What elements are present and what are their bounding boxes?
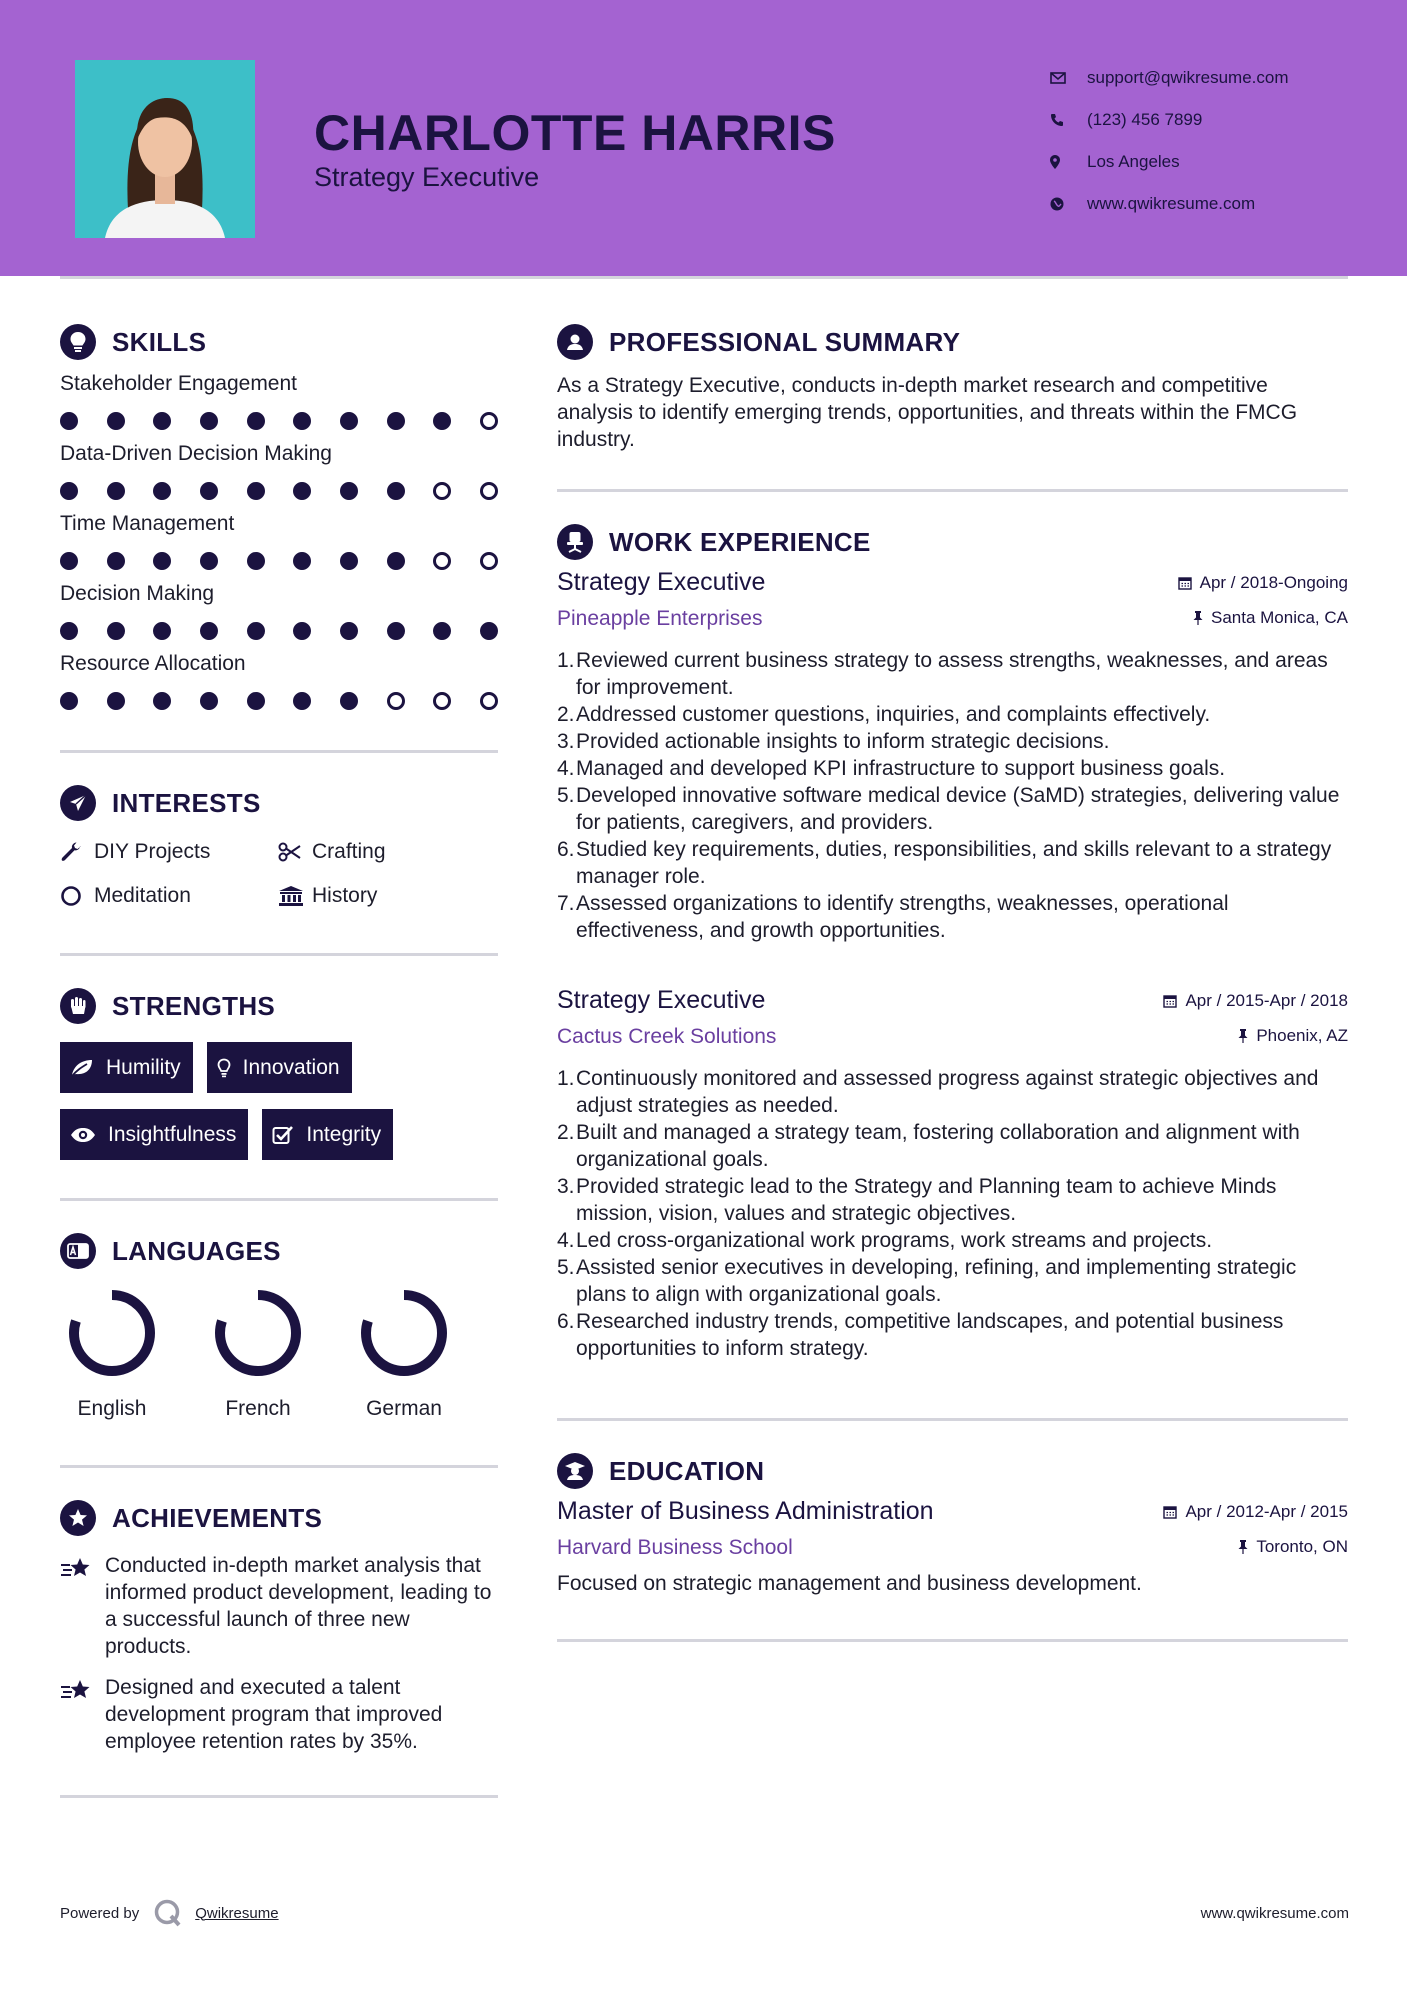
achievement-item	[60, 1552, 498, 1660]
job-bullet	[557, 1173, 1348, 1227]
language-ring	[68, 1289, 156, 1377]
skill-dot-filled	[247, 412, 265, 430]
language-item	[214, 1289, 302, 1421]
skill-dot-filled	[247, 622, 265, 640]
job-bullet	[557, 701, 1348, 728]
skill-dot-filled	[200, 552, 218, 570]
pushpin-icon	[1238, 1540, 1248, 1554]
strength-label: Innovation	[242, 1055, 340, 1079]
contact-email-text: support@qwikresume.com	[1087, 68, 1289, 87]
scissors-icon	[278, 842, 312, 862]
job-title: Strategy Executive	[557, 568, 766, 596]
skill-dot-filled	[340, 482, 358, 500]
job-bullets	[557, 647, 1348, 944]
skill-dot-filled	[340, 622, 358, 640]
skill-level-dots	[60, 550, 498, 572]
job-bullet	[557, 1308, 1348, 1362]
contact-phone[interactable]	[1050, 99, 1289, 141]
contact-website[interactable]	[1050, 183, 1289, 225]
education-description: Focused on strategic management and business development.	[557, 1572, 1142, 1595]
education-title: EDUCATION	[609, 1455, 765, 1486]
skill-dot-filled	[247, 552, 265, 570]
bullet-number: 6.	[557, 1310, 575, 1333]
bullet-number: 3.	[557, 730, 575, 753]
contact-website-text: www.qwikresume.com	[1087, 194, 1256, 213]
section-divider	[557, 1639, 1348, 1642]
check-square-icon	[272, 1125, 294, 1145]
achievements-title: ACHIEVEMENTS	[112, 1502, 323, 1533]
language-icon	[60, 1233, 96, 1269]
bullet-number: 3.	[557, 1175, 575, 1198]
skill-dot-filled	[200, 622, 218, 640]
contact-list	[1050, 57, 1289, 225]
interests-list	[60, 837, 498, 911]
job-date-text: Apr / 2015-Apr / 2018	[1185, 991, 1348, 1010]
lightbulb-icon	[217, 1058, 231, 1078]
achievement-item	[60, 1674, 498, 1755]
skill-dot-filled	[107, 552, 125, 570]
bullet-text: Developed innovative software medical device (SaMD) strategies, delivering value for patients, caregivers, and providers.	[576, 784, 1340, 834]
skill-dot-filled	[60, 622, 78, 640]
footer-url[interactable]: www.qwikresume.com	[1200, 1905, 1349, 1922]
job-head	[557, 986, 1348, 1015]
office-chair-icon	[557, 524, 593, 560]
interest-item	[278, 837, 498, 867]
skill-dot-empty	[433, 552, 451, 570]
skill-dot-filled	[387, 482, 405, 500]
language-name: German	[366, 1397, 442, 1420]
education-date-text: Apr / 2012-Apr / 2015	[1185, 1502, 1348, 1521]
strength-tag	[262, 1109, 393, 1160]
skill-name: Time Management	[60, 512, 235, 535]
skill-level-dots	[60, 620, 498, 642]
skills-list	[60, 372, 498, 712]
graduate-icon	[557, 1453, 593, 1489]
achievements-heading	[60, 1498, 498, 1538]
skill-dot-filled	[200, 692, 218, 710]
paper-plane-icon	[60, 785, 96, 821]
achievement-text: Designed and executed a talent development program that improved employee retention rates by 35%.	[105, 1676, 443, 1753]
skill-name: Data-Driven Decision Making	[60, 442, 332, 465]
bullet-text: Provided actionable insights to inform strategic decisions.	[576, 730, 1110, 753]
language-ring	[360, 1289, 448, 1377]
job-subhead	[557, 607, 1348, 631]
leaf-icon	[70, 1059, 94, 1077]
job-bullet	[557, 755, 1348, 782]
skill-level-dots	[60, 480, 498, 502]
skill-dot-filled	[153, 412, 171, 430]
language-level-arc	[366, 1295, 442, 1371]
language-item	[68, 1289, 156, 1421]
bullet-text: Built and managed a strategy team, fostering collaboration and alignment with organizational goals.	[576, 1121, 1300, 1171]
footer-powered-by	[60, 1898, 279, 1928]
skill-dot-empty	[433, 692, 451, 710]
skill-dot-filled	[200, 412, 218, 430]
lightbulb-icon	[60, 324, 96, 360]
resume-header	[0, 0, 1407, 276]
job-date	[1178, 573, 1348, 593]
skills-heading	[60, 322, 498, 362]
education-school: Harvard Business School	[557, 1536, 793, 1559]
strength-tag	[207, 1042, 352, 1093]
candidate-role: Strategy Executive	[314, 162, 540, 192]
education-location-text: Toronto, ON	[1256, 1537, 1348, 1556]
education-location	[1238, 1537, 1348, 1557]
bullet-text: Managed and developed KPI infrastructure to support business goals.	[576, 757, 1226, 780]
skill-dot-filled	[107, 692, 125, 710]
qwikresume-logo-icon	[153, 1898, 183, 1928]
skill-dot-empty	[480, 692, 498, 710]
skill-dot-filled	[387, 412, 405, 430]
envelope-icon	[1050, 72, 1087, 84]
skill-dot-filled	[247, 482, 265, 500]
bullet-number: 1.	[557, 1067, 575, 1090]
job-bullet	[557, 836, 1348, 890]
bullet-text: Researched industry trends, competitive landscapes, and potential business opportunities to inform strategy.	[576, 1310, 1284, 1360]
calendar-icon	[1163, 1505, 1177, 1519]
bullet-text: Assisted senior executives in developing, refining, and implementing strategic plans to align with organizational goals.	[576, 1256, 1297, 1306]
skill-dot-filled	[60, 412, 78, 430]
bullet-text: Continuously monitored and assessed progress against strategic objectives and adjust strategies as needed.	[576, 1067, 1319, 1117]
job-location	[1193, 608, 1348, 628]
skill-dot-empty	[480, 412, 498, 430]
interest-item	[278, 881, 498, 911]
interest-label: DIY Projects	[94, 840, 211, 863]
skill-dot-filled	[293, 412, 311, 430]
profile-photo	[75, 60, 255, 238]
bullet-number: 5.	[557, 1256, 575, 1279]
language-name: English	[77, 1397, 147, 1420]
skill-dot-empty	[387, 692, 405, 710]
user-icon	[557, 324, 593, 360]
skill-dot-filled	[200, 482, 218, 500]
bullet-text: Studied key requirements, duties, responsibilities, and skills relevant to a strategy manager role.	[576, 838, 1332, 888]
skill-dot-filled	[340, 692, 358, 710]
pushpin-icon	[1238, 1029, 1248, 1043]
education-subhead	[557, 1536, 1348, 1560]
section-divider	[557, 489, 1348, 492]
section-divider	[60, 953, 498, 956]
bullet-number: 2.	[557, 703, 575, 726]
raised-fist-icon	[60, 988, 96, 1024]
skill-dot-filled	[107, 412, 125, 430]
skill-dot-filled	[433, 622, 451, 640]
interest-label: Meditation	[94, 884, 191, 907]
language-item	[360, 1289, 448, 1421]
circle-icon	[60, 885, 94, 907]
job-head	[557, 568, 1348, 597]
education-date	[1163, 1502, 1348, 1522]
bullet-text: Addressed customer questions, inquiries, and complaints effectively.	[576, 703, 1211, 726]
globe-icon	[1050, 197, 1087, 211]
skill-level-dots	[60, 690, 498, 712]
language-ring	[214, 1289, 302, 1377]
skill-dot-filled	[247, 692, 265, 710]
job-bullet	[557, 1119, 1348, 1173]
strength-label: Humility	[106, 1055, 181, 1079]
strength-label: Integrity	[306, 1122, 382, 1146]
section-divider	[60, 750, 498, 753]
bullet-text: Provided strategic lead to the Strategy and Planning team to achieve Minds mission, vision, values and strategic objectives.	[576, 1175, 1277, 1225]
achievement-text: Conducted in-depth market analysis that informed product development, leading to a successful launch of three new products.	[105, 1554, 492, 1658]
section-divider	[60, 1465, 498, 1468]
job-title: Strategy Executive	[557, 986, 766, 1014]
strength-label: Insightfulness	[108, 1122, 237, 1146]
job-bullet	[557, 647, 1348, 701]
bullet-number: 4.	[557, 757, 575, 780]
powered-by-label: Powered by	[60, 1904, 140, 1922]
map-pin-icon	[1050, 155, 1087, 169]
job-location-text: Santa Monica, CA	[1210, 608, 1348, 627]
job-location	[1238, 1026, 1348, 1046]
skill-dot-filled	[60, 552, 78, 570]
job-bullet	[557, 1065, 1348, 1119]
summary-title: PROFESSIONAL SUMMARY	[609, 326, 961, 357]
pushpin-icon	[1193, 611, 1203, 625]
skill-dot-filled	[153, 482, 171, 500]
footer-brand-link[interactable]: Qwikresume	[195, 1904, 279, 1922]
calendar-icon	[1163, 994, 1177, 1008]
job-entry	[557, 986, 1348, 1362]
skill-dot-filled	[293, 692, 311, 710]
skill-dot-empty	[433, 482, 451, 500]
education-head	[557, 1497, 1348, 1526]
skill-name: Decision Making	[60, 582, 215, 605]
job-list	[557, 568, 1348, 1362]
skill-dot-filled	[480, 622, 498, 640]
job-entry	[557, 568, 1348, 944]
skill-dot-filled	[153, 622, 171, 640]
skill-dot-empty	[480, 552, 498, 570]
skill-dot-filled	[293, 622, 311, 640]
wrench-icon	[60, 841, 94, 863]
job-bullet	[557, 782, 1348, 836]
strengths-list	[60, 1042, 498, 1160]
summary-heading	[557, 322, 1348, 362]
skill-name: Resource Allocation	[60, 652, 246, 675]
shooting-star-icon	[60, 1552, 105, 1660]
languages-heading	[60, 1231, 498, 1271]
experience-heading	[557, 522, 1348, 562]
skill-dot-filled	[433, 412, 451, 430]
education-degree: Master of Business Administration	[557, 1497, 934, 1525]
experience-title: WORK EXPERIENCE	[609, 526, 871, 557]
job-bullet	[557, 728, 1348, 755]
skill-dot-filled	[60, 482, 78, 500]
skill-dot-empty	[480, 482, 498, 500]
skill-dot-filled	[387, 552, 405, 570]
bullet-text: Assessed organizations to identify strengths, weaknesses, operational effectiveness, and growth opportunities.	[576, 892, 1229, 942]
skills-title: SKILLS	[112, 326, 207, 357]
skill-dot-filled	[60, 692, 78, 710]
right-column	[557, 322, 1348, 1642]
strengths-title: STRENGTHS	[112, 990, 276, 1021]
job-location-text: Phoenix, AZ	[1256, 1026, 1348, 1045]
interests-title: INTERESTS	[112, 787, 261, 818]
skill-dot-filled	[153, 552, 171, 570]
bullet-number: 7.	[557, 892, 575, 915]
section-divider	[60, 1198, 498, 1201]
skill-dot-filled	[107, 622, 125, 640]
languages-list	[60, 1289, 498, 1421]
bullet-number: 5.	[557, 784, 575, 807]
education-entry	[557, 1497, 1348, 1597]
job-company: Pineapple Enterprises	[557, 607, 763, 630]
contact-location	[1050, 141, 1289, 183]
contact-phone-text: (123) 456 7899	[1087, 110, 1203, 129]
job-bullets	[557, 1065, 1348, 1362]
education-heading	[557, 1451, 1348, 1491]
eye-icon	[70, 1127, 96, 1143]
job-date-text: Apr / 2018-Ongoing	[1199, 573, 1348, 592]
skill-dot-filled	[293, 552, 311, 570]
bank-icon	[278, 885, 312, 907]
strength-tag	[60, 1042, 193, 1093]
phone-icon	[1050, 113, 1087, 127]
shooting-star-icon	[60, 1674, 105, 1755]
skill-level-dots	[60, 410, 498, 432]
left-column	[60, 322, 498, 1798]
section-divider	[60, 1795, 498, 1798]
strength-tag	[60, 1109, 248, 1160]
bullet-text: Reviewed current business strategy to assess strengths, weaknesses, and areas for improvement.	[576, 649, 1328, 699]
skill-dot-filled	[340, 412, 358, 430]
interest-item	[60, 837, 278, 867]
language-level-arc	[74, 1295, 150, 1371]
skill-dot-filled	[153, 692, 171, 710]
candidate-name: CHARLOTTE HARRIS	[314, 105, 836, 161]
bullet-number: 1.	[557, 649, 575, 672]
skill-name: Stakeholder Engagement	[60, 372, 297, 395]
skill-dot-filled	[387, 622, 405, 640]
job-bullet	[557, 1254, 1348, 1308]
contact-location-text: Los Angeles	[1087, 152, 1180, 171]
interest-label: History	[312, 884, 378, 907]
language-level-arc	[220, 1295, 296, 1371]
interest-item	[60, 881, 278, 911]
job-bullet	[557, 890, 1348, 944]
contact-email[interactable]	[1050, 57, 1289, 99]
bullet-text: Led cross-organizational work programs, work streams and projects.	[576, 1229, 1213, 1252]
bullet-number: 2.	[557, 1121, 575, 1144]
interest-label: Crafting	[312, 840, 386, 863]
strengths-heading	[60, 986, 498, 1026]
bullet-number: 6.	[557, 838, 575, 861]
interests-heading	[60, 783, 498, 823]
skill-dot-filled	[293, 482, 311, 500]
calendar-icon	[1178, 576, 1192, 590]
job-subhead	[557, 1025, 1348, 1049]
skill-dot-filled	[107, 482, 125, 500]
star-badge-icon	[60, 1500, 96, 1536]
job-bullet	[557, 1227, 1348, 1254]
section-divider	[557, 1418, 1348, 1421]
language-name: French	[225, 1397, 291, 1420]
languages-title: LANGUAGES	[112, 1235, 281, 1266]
summary-text: As a Strategy Executive, conducts in-depth market research and competitive analysis to identify emerging trends, opportunities, and threats within the FMCG industry.	[557, 374, 1298, 451]
skill-dot-filled	[340, 552, 358, 570]
bullet-number: 4.	[557, 1229, 575, 1252]
header-divider	[60, 276, 1348, 279]
job-company: Cactus Creek Solutions	[557, 1025, 777, 1048]
job-date	[1163, 991, 1348, 1011]
